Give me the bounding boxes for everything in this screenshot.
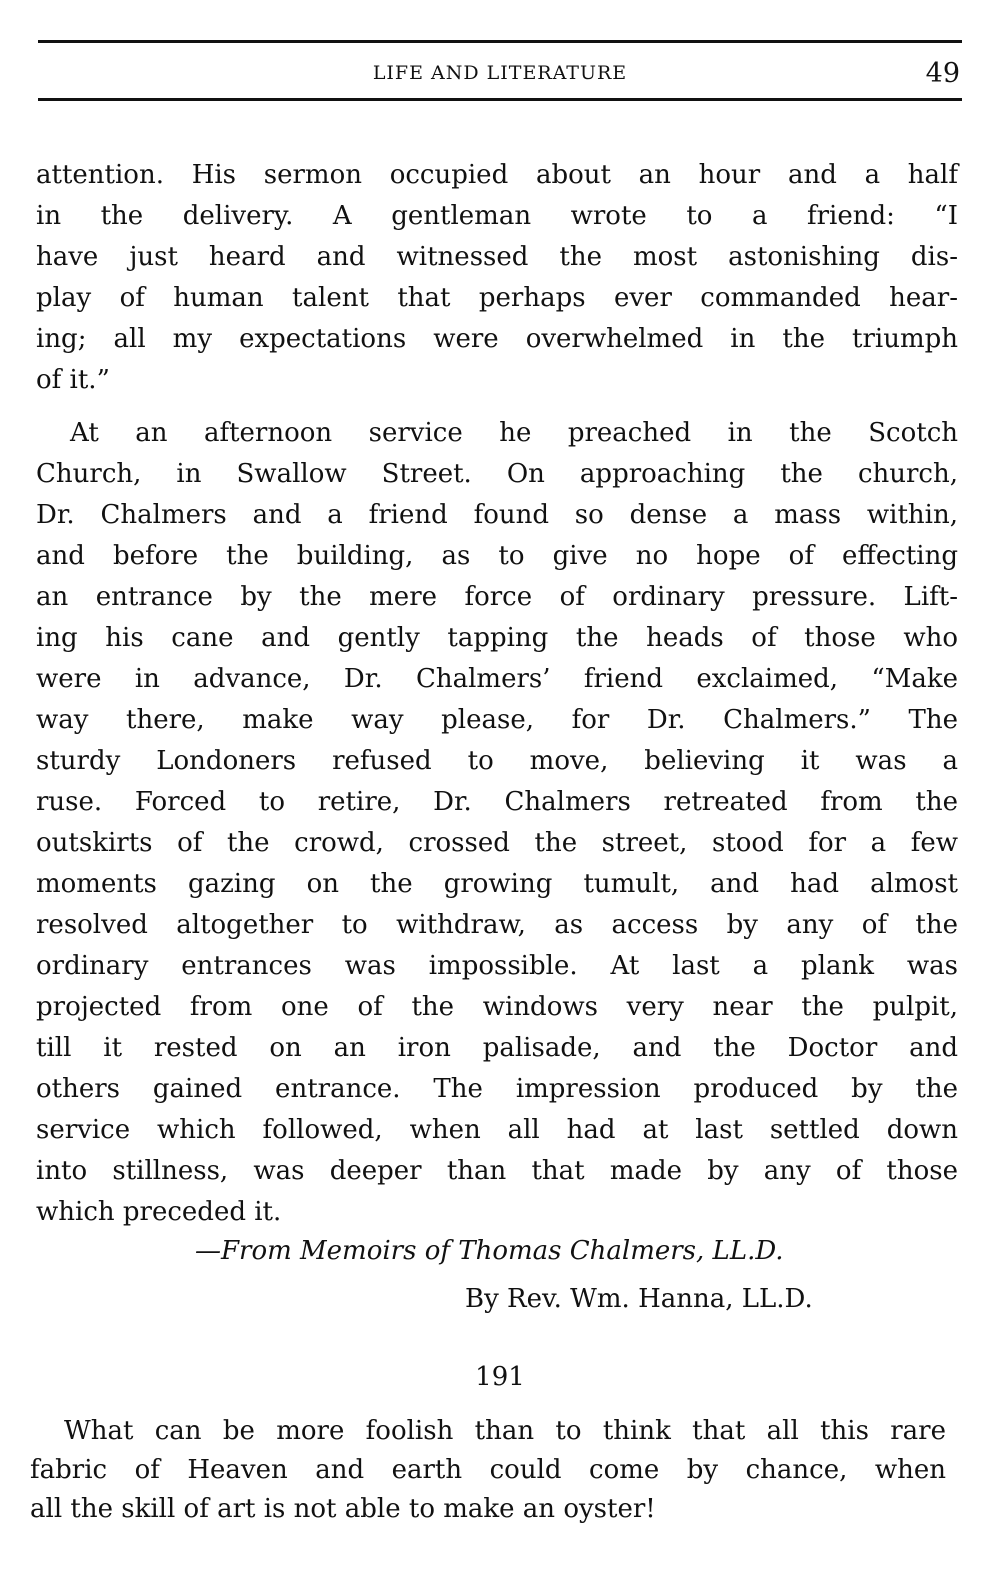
text-line: of it.” xyxy=(36,365,110,395)
text-line: which preceded it. xyxy=(36,1197,282,1227)
text-line: have just heard and witnessed the most astonishing dis- xyxy=(36,242,958,272)
text-line: were in advance, Dr. Chalmers’ friend exclaimed, “Make xyxy=(36,664,958,694)
text-line: fabric of Heaven and earth could come by chance, when xyxy=(30,1455,946,1485)
text-line: moments gazing on the growing tumult, and had almost xyxy=(36,869,958,899)
text-line: attention. His sermon occupied about an hour and a half xyxy=(36,160,958,190)
text-line: outskirts of the crowd, crossed the street, stood for a few xyxy=(36,828,958,858)
attribution-author: By Rev. Wm. Hanna, LL.D. xyxy=(465,1284,813,1314)
text-line: all the skill of art is not able to make an oyster! xyxy=(30,1494,656,1524)
text-line: ing his cane and gently tapping the heads of those who xyxy=(36,623,958,653)
section-number: 191 xyxy=(475,1362,525,1392)
text-line: ing; all my expectations were overwhelmed in the triumph xyxy=(36,324,958,354)
text-line: resolved altogether to withdraw, as access by any of the xyxy=(36,910,958,940)
top-rule xyxy=(38,40,962,43)
running-header: LIFE AND LITERATURE xyxy=(372,62,628,84)
text-line: way there, make way please, for Dr. Chalmers.” The xyxy=(36,705,958,735)
text-line: service which followed, when all had at last settled down xyxy=(36,1115,958,1145)
page-number: 49 xyxy=(925,58,960,89)
text-line: projected from one of the windows very near the pulpit, xyxy=(36,992,958,1022)
text-line: sturdy Londoners refused to move, believing it was a xyxy=(36,746,958,776)
text-line: What can be more foolish than to think that all this rare xyxy=(64,1416,946,1446)
text-line: an entrance by the mere force of ordinary pressure. Lift- xyxy=(36,582,958,612)
text-line: ruse. Forced to retire, Dr. Chalmers retreated from the xyxy=(36,787,958,817)
text-line: into stillness, was deeper than that made by any of those xyxy=(36,1156,958,1186)
text-line: ordinary entrances was impossible. At last a plank was xyxy=(36,951,958,981)
text-line: in the delivery. A gentleman wrote to a friend: “I xyxy=(36,201,958,231)
text-line: till it rested on an iron palisade, and the Doctor and xyxy=(36,1033,958,1063)
text-line: At an afternoon service he preached in the Scotch xyxy=(70,418,958,448)
text-line: and before the building, as to give no hope of effecting xyxy=(36,541,958,571)
text-line: Dr. Chalmers and a friend found so dense a mass within, xyxy=(36,500,958,530)
attribution-source: —From Memoirs of Thomas Chalmers, LL.D. xyxy=(195,1236,784,1266)
text-line: others gained entrance. The impression produced by the xyxy=(36,1074,958,1104)
text-line: Church, in Swallow Street. On approaching the church, xyxy=(36,459,958,489)
text-line: play of human talent that perhaps ever commanded hear- xyxy=(36,283,958,313)
header-rule xyxy=(38,98,962,101)
